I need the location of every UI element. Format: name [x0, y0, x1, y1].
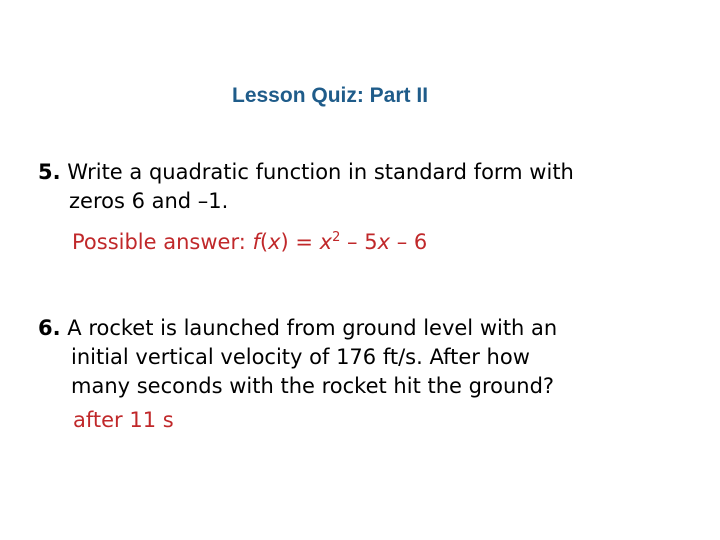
question-5: [38, 158, 574, 216]
question-6-number: 6.: [38, 316, 61, 340]
answer-5-prefix: Possible answer:: [72, 230, 253, 254]
quiz-title: Lesson Quiz: Part II: [232, 84, 429, 107]
answer-5-mid: ) =: [280, 230, 320, 254]
question-6-text-line-3: many seconds with the rocket hit the ground?: [71, 374, 555, 398]
question-6-answer: after 11 s: [73, 408, 174, 432]
answer-5-tail: – 6: [390, 230, 428, 254]
question-6-text-line-2: initial vertical velocity of 176 ft/s. After how: [71, 345, 530, 369]
answer-5-x3: x: [377, 230, 391, 254]
question-5-answer: [72, 228, 427, 257]
question-6-text-line-1: A rocket is launched from ground level with an: [67, 316, 558, 340]
question-5-number: 5.: [38, 160, 61, 184]
question-5-text-line-1: Write a quadratic function in standard form with: [67, 160, 574, 184]
answer-5-x1: x: [268, 230, 281, 254]
answer-5-f: f: [252, 230, 260, 254]
answer-5-exponent: 2: [332, 230, 341, 245]
answer-5-open: (: [259, 230, 269, 254]
question-6: [38, 314, 557, 401]
answer-5-minus-5: – 5: [340, 230, 378, 254]
answer-5-x2: x: [319, 230, 333, 254]
question-5-text-line-2: zeros 6 and –1.: [69, 189, 229, 213]
